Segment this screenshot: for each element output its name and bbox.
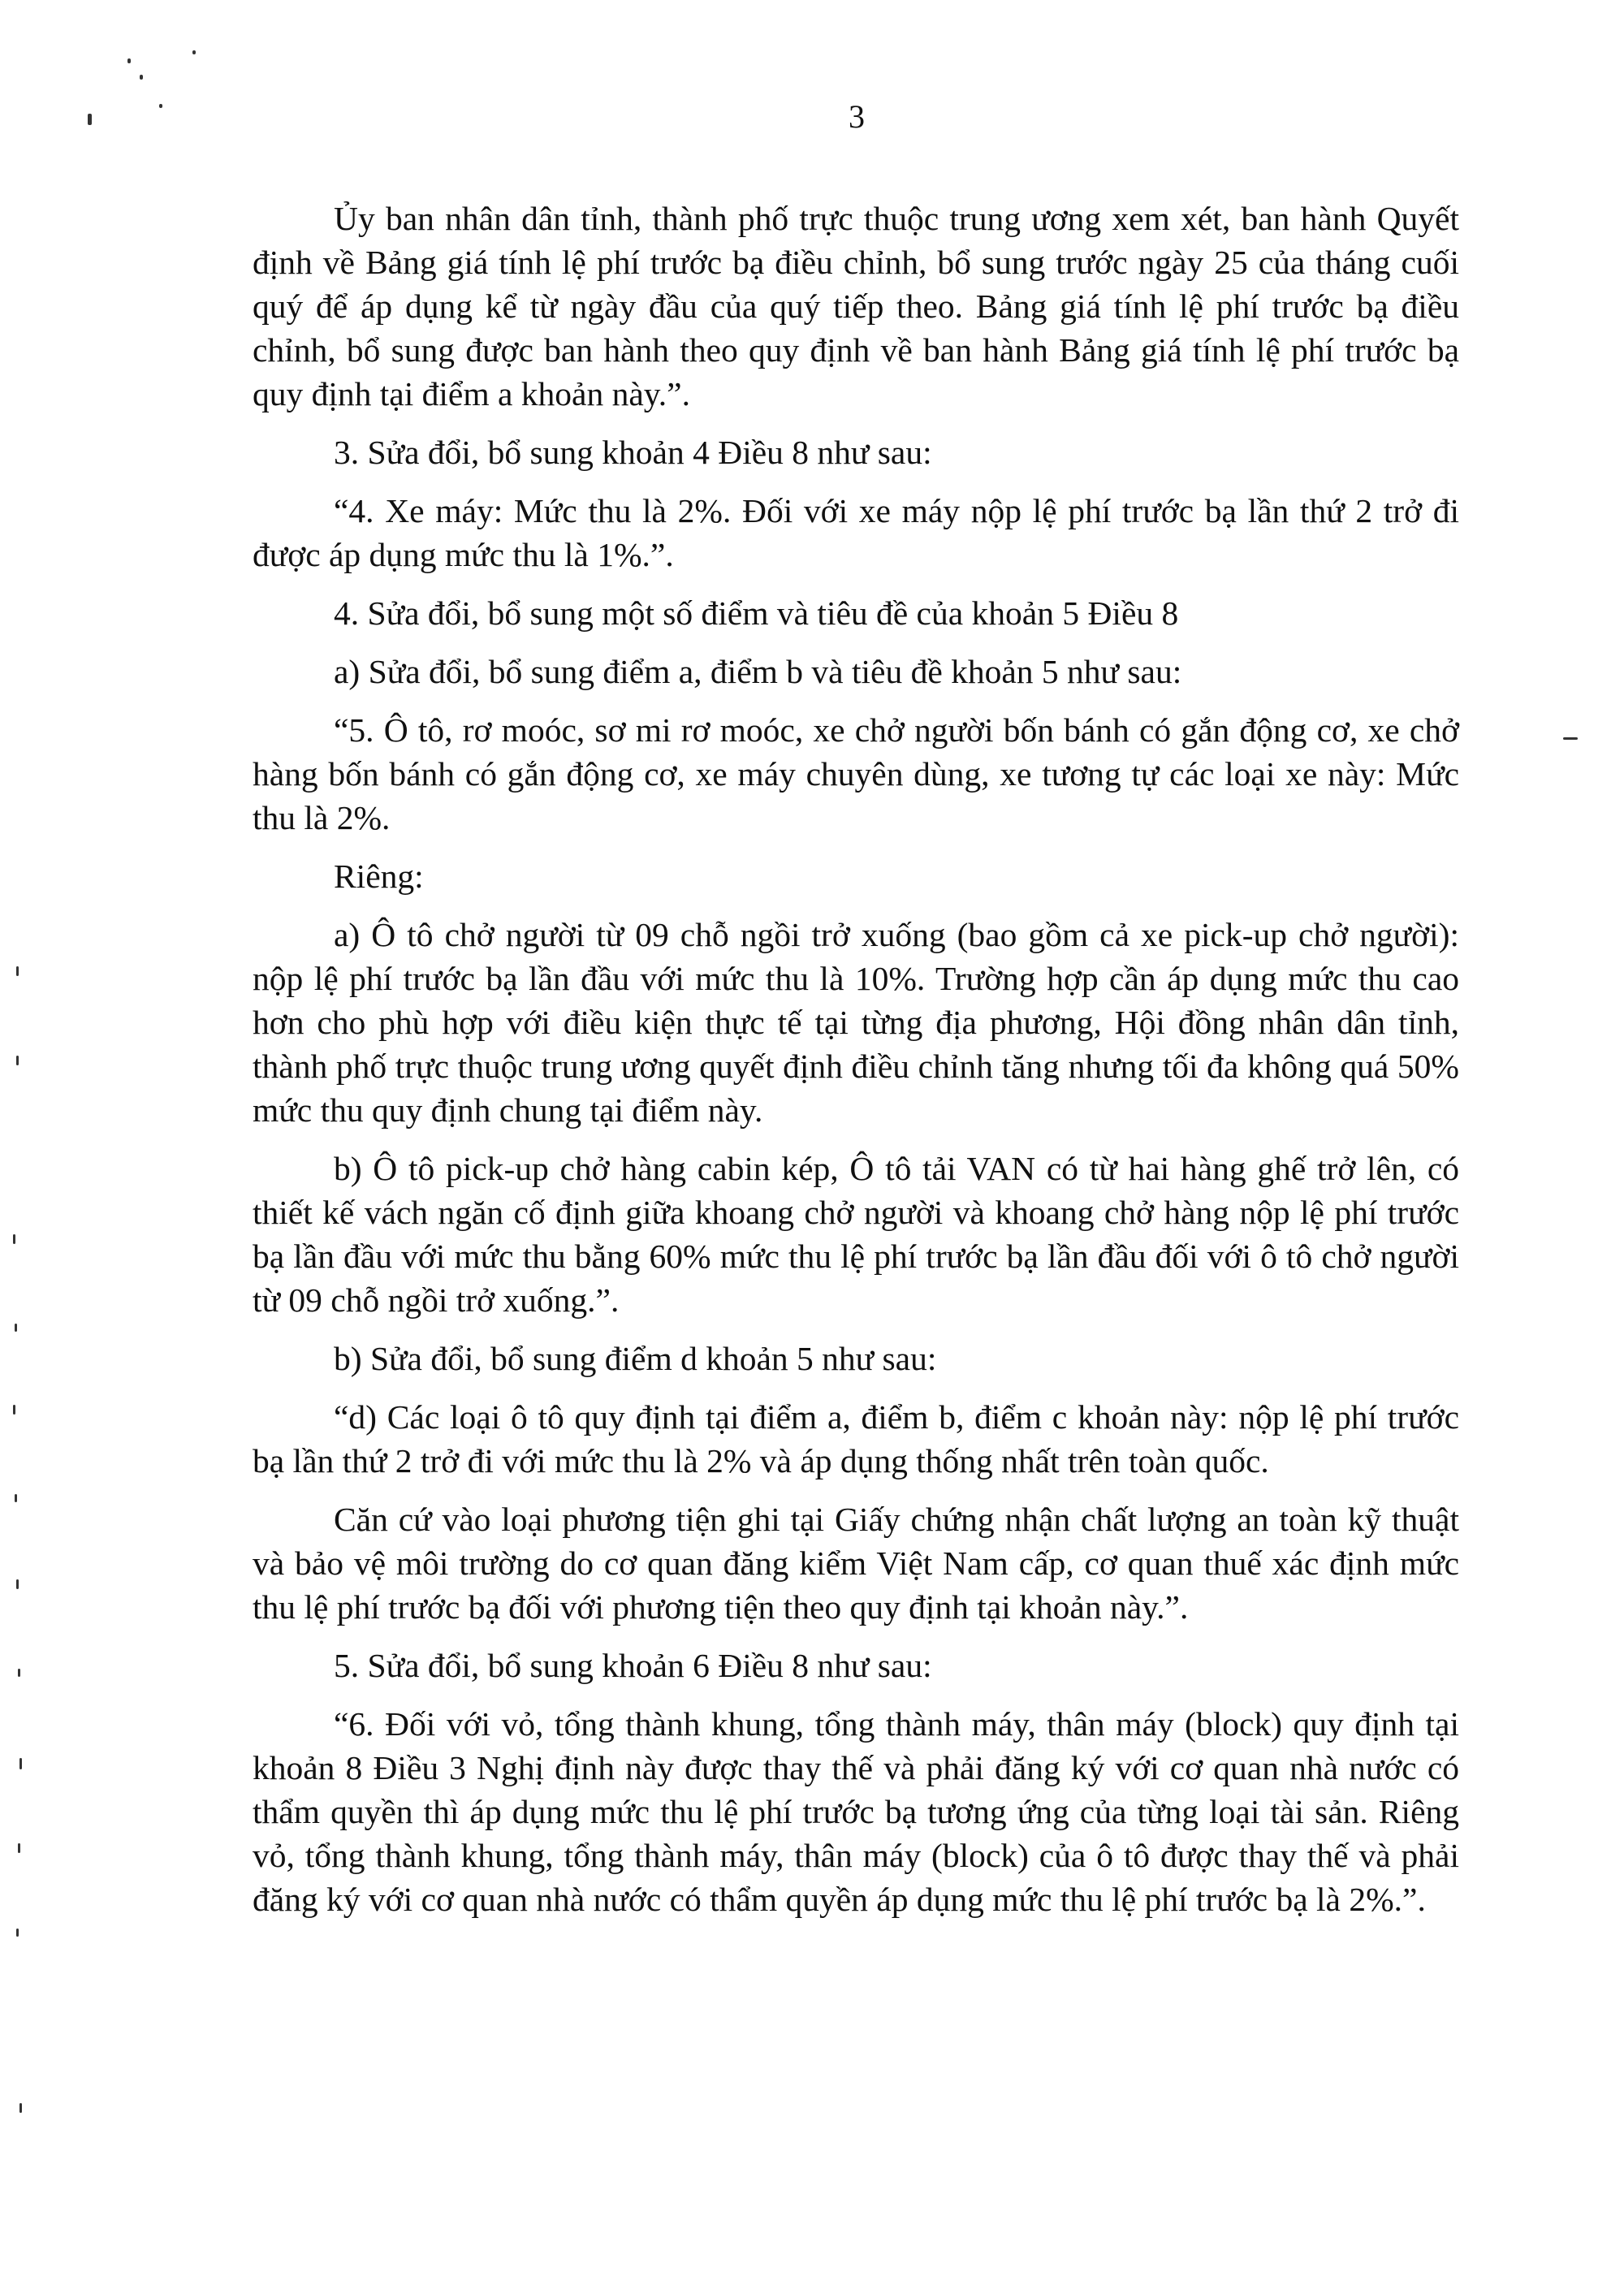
scan-speck: [1563, 737, 1578, 740]
amendment-item-4-heading: 4. Sửa đổi, bổ sung một số điểm và tiêu đề của khoản 5 Điều 8: [334, 594, 1179, 632]
paragraph-motorbike-rate: “4. Xe máy: Mức thu là 2%. Đối với xe máy nộp lệ phí trước bạ lần thứ 2 trở đi được áp dụng mức thu là 1%.”.: [253, 492, 1459, 573]
scan-speck: [16, 1579, 19, 1589]
amendment-item-5-heading: 5. Sửa đổi, bổ sung khoản 6 Điều 8 như sau:: [334, 1647, 932, 1684]
scan-speck: [18, 1669, 20, 1677]
paragraph-car-rate: “5. Ô tô, rơ moóc, sơ mi rơ moóc, xe chở người bốn bánh có gắn động cơ, xe chở hàng bốn bánh có gắn động cơ, xe máy chuyên dùng, xe tương tự các loại xe này: Mức thu là 2%.: [253, 711, 1459, 836]
amendment-point-d-heading: b) Sửa đổi, bổ sung điểm d khoản 5 như sau:: [334, 1340, 937, 1377]
paragraph-separately-label: Riêng:: [334, 857, 424, 895]
scan-speck: [19, 2103, 22, 2113]
page-number: 3: [849, 98, 865, 135]
scan-speck: [15, 1324, 17, 1332]
scan-speck: [15, 1494, 17, 1502]
scan-speck: [13, 1234, 15, 1244]
document-body: [253, 197, 1459, 1934]
scan-speck: [16, 1929, 19, 1937]
scan-speck: [16, 1056, 19, 1065]
paragraph-vehicle-type-basis: Căn cứ vào loại phương tiện ghi tại Giấy chứng nhận chất lượng an toàn kỹ thuật và bảo vệ môi trường do cơ quan đăng kiểm Việt Nam cấp, cơ quan thuế xác định mức thu lệ phí trước bạ đối với phương tiện theo quy định tại khoản này.”.: [253, 1501, 1459, 1626]
paragraph-pickup-van-rate: b) Ô tô pick-up chở hàng cabin kép, Ô tô tải VAN có từ hai hàng ghế trở lên, có thiết kế vách ngăn cố định giữa khoang chở người và khoang chở hàng nộp lệ phí trước bạ lần đầu với mức thu bằng 60% mức thu lệ phí trước bạ lần đầu đối với ô tô chở người từ 09 chỗ ngồi trở xuống.”.: [253, 1150, 1459, 1319]
scan-speck: [18, 1843, 20, 1853]
paragraph-passenger-car-rate: a) Ô tô chở người từ 09 chỗ ngồi trở xuống (bao gồm cả xe pick-up chở người): nộp lệ phí trước bạ lần đầu với mức thu là 10%. Trường hợp cần áp dụng mức thu cao hơn cho phù hợp với điều kiện thực tế tại từng địa phương, Hội đồng nhân dân tỉnh, thành phố trực thuộc trung ương quyết định điều chỉnh tăng nhưng tối đa không quá 50% mức thu quy định chung tại điểm này.: [253, 916, 1459, 1129]
scan-speck: [13, 1405, 15, 1415]
amendment-point-a-heading: a) Sửa đổi, bổ sung điểm a, điểm b và tiêu đề khoản 5 như sau:: [334, 653, 1182, 690]
amendment-item-3-heading: 3. Sửa đổi, bổ sung khoản 4 Điều 8 như sau:: [334, 434, 932, 471]
scan-speck: [192, 50, 196, 54]
scan-speck: [19, 1758, 22, 1769]
paragraph-frame-engine-rate: “6. Đối với vỏ, tổng thành khung, tổng thành máy, thân máy (block) quy định tại khoản 8 Điều 3 Nghị định này được thay thế và phải đăng ký với cơ quan nhà nước có thẩm quyền thì áp dụng mức thu lệ phí trước bạ tương ứng của từng loại tài sản. Riêng vỏ, tổng thành khung, tổng thành máy, thân máy (block) của ô tô được thay thế và phải đăng ký với cơ quan nhà nước có thẩm quyền áp dụng mức thu lệ phí trước bạ là 2%.”.: [253, 1705, 1459, 1918]
paragraph-provincial-price-table: Ủy ban nhân dân tỉnh, thành phố trực thuộc trung ương xem xét, ban hành Quyết định về Bảng giá tính lệ phí trước bạ điều chỉnh, bổ sung trước ngày 25 của tháng cuối quý để áp dụng kể từ ngày đầu của quý tiếp theo. Bảng giá tính lệ phí trước bạ điều chỉnh, bổ sung được ban hành theo quy định về ban hành Bảng giá tính lệ phí trước bạ quy định tại điểm a khoản này.”.: [253, 200, 1459, 413]
paragraph-second-registration-rate: “d) Các loại ô tô quy định tại điểm a, điểm b, điểm c khoản này: nộp lệ phí trước bạ lần thứ 2 trở đi với mức thu là 2% và áp dụng thống nhất trên toàn quốc.: [253, 1398, 1459, 1479]
scan-speck: [16, 966, 19, 976]
scan-speck: [127, 58, 131, 63]
scan-speck: [140, 75, 143, 80]
